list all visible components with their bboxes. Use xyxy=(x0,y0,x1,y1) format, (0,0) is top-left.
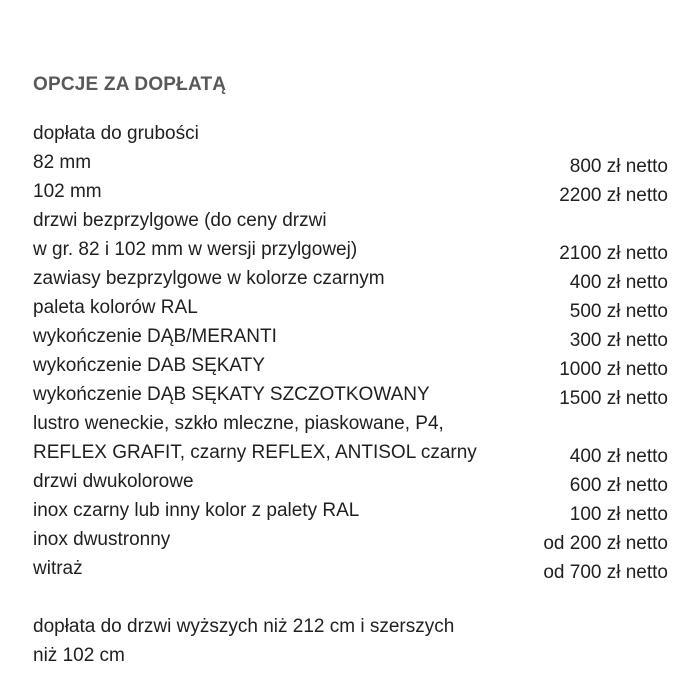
option-price: 400 zł netto xyxy=(569,446,668,467)
price-row xyxy=(33,264,668,293)
option-label: 82 mm xyxy=(33,152,92,173)
option-price: 500 zł netto xyxy=(569,301,668,322)
price-row xyxy=(33,380,668,409)
price-row xyxy=(33,322,668,351)
price-row xyxy=(33,496,668,525)
option-label: w gr. 82 i 102 mm w wersji przylgowej) xyxy=(33,239,358,260)
option-price: 100 zł netto xyxy=(569,504,668,525)
option-label: drzwi bezprzylgowe (do ceny drzwi xyxy=(33,210,327,231)
price-row xyxy=(33,409,668,438)
option-label: 102 mm xyxy=(33,181,102,202)
option-price: 300 zł netto xyxy=(569,330,668,351)
option-price: od 700 zł netto xyxy=(543,562,668,583)
option-label: witraż xyxy=(33,558,83,579)
option-label: inox czarny lub inny kolor z palety RAL xyxy=(33,500,360,521)
price-row xyxy=(33,554,668,583)
option-price: 600 zł netto xyxy=(569,475,668,496)
option-label: paleta kolorów RAL xyxy=(33,297,198,318)
price-row xyxy=(33,351,668,380)
option-price: 1500 zł netto xyxy=(559,388,668,409)
footer-line-2: niż 102 cm xyxy=(33,645,125,666)
option-label: zawiasy bezprzylgowe w kolorze czarnym xyxy=(33,268,385,289)
option-label: inox dwustronny xyxy=(33,529,171,550)
option-price: od 200 zł netto xyxy=(543,533,668,554)
option-label: wykończenie DĄB/MERANTI xyxy=(33,326,277,347)
footer-line-1: dopłata do drzwi wyższych niż 212 cm i szerszych xyxy=(33,616,455,637)
price-row xyxy=(33,119,668,148)
price-row xyxy=(33,206,668,235)
option-price: 1000 zł netto xyxy=(559,359,668,380)
option-label: REFLEX GRAFIT, czarny REFLEX, ANTISOL czarny xyxy=(33,442,477,463)
option-label: wykończenie DAB SĘKATY xyxy=(33,355,265,376)
option-label: dopłata do grubości xyxy=(33,123,199,144)
option-label: lustro weneckie, szkło mleczne, piaskowane, P4, xyxy=(33,413,444,434)
option-label: drzwi dwukolorowe xyxy=(33,471,194,492)
price-row xyxy=(33,293,668,322)
option-price: 800 zł netto xyxy=(569,156,668,177)
price-list xyxy=(33,119,668,583)
option-price: 2100 zł netto xyxy=(559,243,668,264)
option-price: 400 zł netto xyxy=(569,272,668,293)
price-row xyxy=(33,467,668,496)
price-row xyxy=(33,177,668,206)
option-label: wykończenie DĄB SĘKATY SZCZOTKOWANY xyxy=(33,384,430,405)
page-title: OPCJE ZA DOPŁATĄ xyxy=(33,74,227,95)
footer-note xyxy=(33,612,668,670)
price-row xyxy=(33,148,668,177)
price-row xyxy=(33,438,668,467)
option-price: 2200 zł netto xyxy=(559,185,668,206)
price-row xyxy=(33,525,668,554)
price-row xyxy=(33,235,668,264)
